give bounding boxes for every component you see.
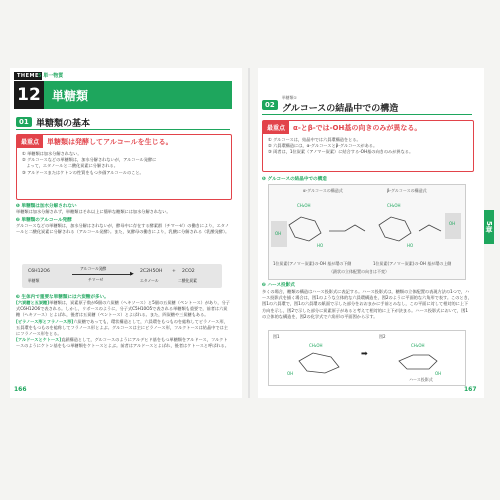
- key-item: よって，エタノールと二酸化炭素に分解される。: [22, 163, 118, 169]
- bullet-title: ❷ ハース投影式: [262, 283, 295, 288]
- bullet-text: 単糖類は加水分解されず，単糖類はそれ以上に簡単な糖類には加水分解されない。: [16, 209, 171, 214]
- theme-subtitle: 5 単一物質: [38, 73, 64, 79]
- equation-enzyme: チマーゼ: [88, 277, 104, 282]
- key-point-title: 単糖類は発酵してアルコールを生じる。: [47, 137, 173, 146]
- svg-text:OH: OH: [275, 231, 282, 236]
- book-spine: [248, 68, 250, 398]
- svg-text:CH₂OH: CH₂OH: [309, 343, 323, 348]
- paragraph: [16, 337, 230, 349]
- bullet-title: ❸ 生体内で重要な単糖類には六炭糖が多い。: [16, 295, 109, 300]
- svg-text:OH: OH: [435, 371, 442, 376]
- svg-text:CH₂OH: CH₂OH: [297, 203, 311, 208]
- section-title: 単糖類の基本: [36, 119, 91, 129]
- haworth-drawing: [269, 339, 465, 379]
- alpha-glucose-label: α-グルコースの構造式: [303, 188, 343, 193]
- key-item: ② 六員環構造には，α-グルコースとβ-グルコースがある。: [268, 143, 378, 149]
- bullet-block: [16, 203, 230, 236]
- bullet-text: グルコースなどの単糖類は，加水分解はされないが，酵母中に存在する酵素群（チマーゼ）の働きにより，エタノールと二酸化炭素に分解される（アルコール発酵）。また，気酵母の働きにより，乳酸に分解される（乳酸発酵）。: [16, 223, 230, 235]
- key-item: ② グルコースなどの単糖類は，加水分解されないが，アルコール発酵に: [22, 157, 157, 163]
- paragraph-text: 単糖類は，炭素原子数が6個の六炭糖（ヘキソース）と5個の五炭糖（ペントース）があり，分子式C6H12O6で表される。しかし，リボースのように，分子式C5H10O5で表される単糖類も重要で，前者は六炭糖（ヘキソース）とよばれ，後者は五炭糖（ペントース）とよばれる。また，四炭糖や三炭糖もある。: [16, 300, 230, 318]
- bullet-title: ❶ グルコースの結晶中での構造: [262, 177, 327, 182]
- theme-label: THEME: [14, 72, 42, 80]
- arrow-head-icon: ▶: [130, 271, 134, 277]
- arrow-right-icon: ➡: [361, 349, 368, 358]
- equation-plus: +: [172, 269, 176, 274]
- equation-product2: 2CO2: [182, 269, 195, 274]
- equation-reactant-name: 単糖類: [28, 278, 40, 283]
- section-number: 01: [16, 117, 32, 127]
- key-point-box: [16, 134, 232, 200]
- key-item: ③ アルドースまたはケトンの性質をもつ多価アルコールのこと。: [22, 169, 144, 175]
- key-point-label: 最重点: [17, 135, 43, 148]
- key-item: ③ 両者は，1位炭素（アノマー炭素）に結合する-OH基の向きのみが異なる。: [268, 149, 414, 155]
- svg-text:HO: HO: [407, 243, 414, 248]
- left-page: [10, 68, 242, 398]
- paragraph-tag: [ピラノース形とフラノース形]: [16, 318, 74, 324]
- paragraph-text: 直鎖構造として，グルコースのようにアルデヒド基をもつ単糖類をアルドース，フルクトースのようにケトン基をもつ単糖類をケトースとよぶ。前者はアルドースとよばれ，後者はケトースと呼ばれる。: [16, 337, 229, 349]
- bullet-title: ❶ 単糖類は加水分解されない: [16, 204, 77, 209]
- key-item: ① グルコースは，結晶中では六員環構造をとる。: [268, 137, 361, 142]
- figure-caption: ハース投影式: [409, 377, 433, 382]
- figure-caption-bottom: （鎖状の立体配置の向きは不変）: [329, 269, 389, 274]
- section-pretitle: 単糖類①: [282, 95, 297, 100]
- figure-label: 図1: [273, 334, 280, 339]
- glucose-structure-drawing: [269, 195, 465, 259]
- svg-text:CH₂OH: CH₂OH: [411, 343, 425, 348]
- section-title: グルコースの結晶中での構造: [282, 104, 399, 114]
- svg-text:HO: HO: [317, 243, 324, 248]
- section-number: 02: [262, 100, 278, 110]
- paragraph: [16, 300, 230, 319]
- page-number: 166: [14, 386, 27, 393]
- key-item: ① 単糖類は加水分解されない。: [22, 151, 82, 156]
- paragraph-tag: [六炭糖と五炭糖]: [16, 300, 50, 305]
- figure-caption-right: 1位炭素(アノマー炭素)の-OH 基が環の上側: [373, 261, 452, 266]
- equation-product2-name: 二酸化炭素: [178, 278, 197, 283]
- glucose-structure-figure: [268, 184, 466, 280]
- equation-reactant: C6H12O6: [28, 269, 50, 274]
- svg-text:OH: OH: [449, 221, 456, 226]
- theme-title-bar: [14, 81, 232, 109]
- beta-glucose-label: β-グルコースの構造式: [387, 188, 427, 193]
- equation-arrow-label: アルコール発酵: [80, 266, 107, 271]
- key-point-label: 最重点: [263, 121, 289, 134]
- theme-number: 12: [14, 81, 44, 109]
- right-page: [258, 68, 484, 398]
- equation-product1: 2C2H5OH: [140, 269, 163, 274]
- section-divider: [16, 129, 230, 130]
- svg-text:CH₂OH: CH₂OH: [387, 203, 401, 208]
- paragraph-tag: [アルドースとケトース]: [16, 337, 62, 343]
- svg-text:OH: OH: [287, 371, 294, 376]
- figure-label: 図2: [379, 334, 386, 339]
- section-divider: [262, 114, 472, 115]
- equation-product1-name: エタノール: [140, 278, 159, 283]
- theme-title: 単糖類: [52, 89, 89, 103]
- haworth-figure: [268, 330, 466, 386]
- paragraph: [16, 319, 230, 338]
- key-point-box: [262, 120, 474, 172]
- page-number: 167: [464, 386, 477, 393]
- bullet-block: [16, 294, 230, 350]
- chapter-side-tab: 5章: [484, 210, 494, 244]
- figure-caption-left: 1位炭素(アノマー炭素)の-OH 基が環の下側: [273, 261, 352, 266]
- paragraph-text: 六炭糖であっても，環状構造として，六員環をもつものを総称してピラノース形，五員環をもつものを総称してフラノース形とよぶ。グルコースは主にピラノース形，フルクトースは結晶中では主にフラノース形をとる。: [16, 318, 228, 337]
- bullet-title: ❷ 単糖類のアルコール発酵: [16, 218, 72, 224]
- paragraph-text: 多くの場合，糖類の構造はハース投影式に表記する。ハース投影式は，糖類の立体配置の表現方法の1つで，ハース投影式を描く場合は，図1のような立体的な六員環構造を，図2のように平面的な六角形で表す。このとき，図1の六員環で，図1の六員環の紙面で示した部分をおおまかに手前とみなし，この平面に対して相対的に上下方向を示し，図2で示した部分に炭素原子があると考えて相対的に上下が決まる。ハース投影式において，図1の立体的な構造を，図2の化学式で六角形の平面図から示す。: [262, 289, 472, 319]
- fermentation-equation: [22, 264, 222, 288]
- reaction-arrow: [72, 274, 132, 275]
- key-point-title: α-とβ-では-OH基の向きのみが異なる。: [293, 123, 422, 132]
